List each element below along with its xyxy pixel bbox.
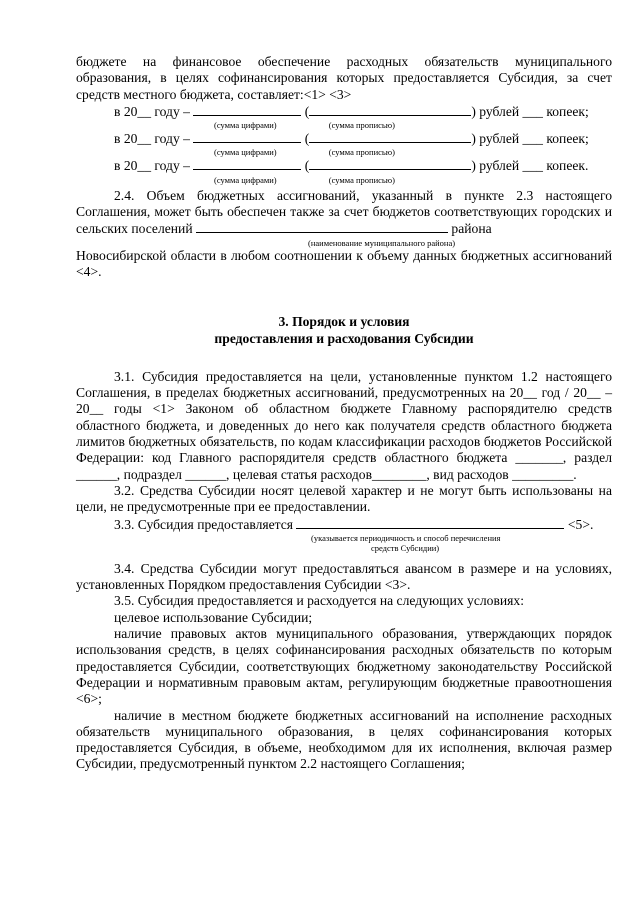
- budget-line-prefix: в 20__ году –: [114, 131, 190, 147]
- amount-digits-blank: [193, 157, 301, 170]
- periodicity-blank: [296, 516, 564, 529]
- caption-district: (наименование муниципального района): [308, 237, 456, 248]
- paragraph-3-3: [76, 516, 612, 533]
- budget-line: в 20__ году – ( ) рублей ___ копеек; (сумма цифрами) (сумма прописью): [114, 131, 589, 158]
- caption-digits: (сумма цифрами): [214, 120, 277, 131]
- amount-words-blank: [309, 130, 471, 143]
- budget-line-suffix: ) рублей ___ копеек;: [471, 103, 589, 119]
- caption-words: (сумма прописью): [328, 120, 395, 131]
- budget-line: в 20__ году – ( ) рублей ___ копеек. (сумма цифрами) (сумма прописью): [114, 158, 589, 185]
- paragraph-3-5: 3.5. Субсидия предоставляется и расходуется на следующих условиях:: [114, 593, 524, 609]
- amount-words-blank: [309, 157, 471, 170]
- caption-words: (сумма прописью): [328, 174, 395, 185]
- section-title-line1: 3. Порядок и условия: [278, 314, 410, 330]
- caption-words: (сумма прописью): [328, 147, 395, 158]
- caption-digits: (сумма цифрами): [214, 174, 277, 185]
- condition-item: наличие в местном бюджете бюджетных ассигнований на исполнение расходных обязательств муниципального образования, в целях софинансирования которых предоставляется Субсидия, в объеме, необходимом для их исполнения, включая размер Субсидии, предусмотренный пунктом 2.2 настоящего Соглашения;: [76, 707, 612, 772]
- caption-digits: (сумма цифрами): [214, 147, 277, 158]
- budget-line: в 20__ году – ( ) рублей ___ копеек; (сумма цифрами) (сумма прописью): [114, 103, 589, 131]
- condition-item: наличие правовых актов муниципального образования, утверждающих порядок использования средств, в целях софинансирования расходных обязательств по которым предоставляется Субсидии, соответствующих бюджетному законодательству Российской Федерации и нормативным правовым актам, регулирующим бюджетные правоотношения <6>;: [76, 626, 612, 707]
- amount-digits-blank: [193, 130, 301, 143]
- paragraph-3-1: 3.1. Субсидия предоставляется на цели, установленные пунктом 1.2 настоящего Соглашения, в пределах бюджетных ассигнований, предусмотренных на 20__ год / 20__ – 20__ годы <1> Законом об областном бюджете Главному распорядителю средств областного бюджета, и доведенных до него как получателя средств областного бюджета лимитов бюджетных обязательств, по кодам классификации расходов бюджетов Российской Федерации: код Главного распорядителя средств областного бюджета _______, раздел ______, подраздел ______, целевая статья расходов________, вид расходов _________.: [76, 368, 612, 482]
- caption-periodicity-2: средств Субсидии): [371, 542, 440, 553]
- document-page: [76, 54, 612, 773]
- budget-line-suffix: ) рублей ___ копеек.: [471, 158, 589, 174]
- budget-line-suffix: ) рублей ___ копеек;: [471, 131, 589, 147]
- amount-words-blank: [309, 103, 471, 116]
- caption-periodicity-1: (указывается периодичность и способ перечисления: [311, 532, 501, 543]
- amount-digits-blank: [193, 103, 301, 116]
- budget-line-prefix: в 20__ году –: [114, 158, 190, 174]
- condition-item: целевое использование Субсидии;: [114, 609, 313, 625]
- budget-line-prefix: в 20__ году –: [114, 103, 190, 119]
- paragraph-3-2: 3.2. Средства Субсидии носят целевой характер и не могут быть использованы на цели, не предусмотренные при ее предоставлении.: [76, 482, 612, 515]
- intro-paragraph: бюджете на финансовое обеспечение расходных обязательств муниципального образования, в целях софинансирования которых предоставляется Субсидия, за счет средств местного бюджета, составляет:<1> <3>: [76, 54, 612, 102]
- district-name-blank: [196, 220, 448, 233]
- section-title-line2: предоставления и расходования Субсидии: [214, 330, 474, 346]
- paragraph-2-4-cont: Новосибирской области в любом соотношении к объему данных бюджетных ассигнований <4>.: [76, 247, 612, 279]
- paragraph-3-3-prefix: 3.3. Субсидия предоставляется: [114, 516, 294, 532]
- paragraph-3-4: 3.4. Средства Субсидии могут предоставляться авансом в размере и на условиях, установленных Порядком предоставления Субсидии <3>.: [76, 560, 612, 593]
- paragraph-2-4: [76, 188, 612, 238]
- district-suffix: района: [451, 221, 492, 237]
- paragraph-2-4-text: 2.4. Объем бюджетных ассигнований, указанный в пункте 2.3 настоящего Соглашения, может быть обеспечен также за счет бюджетов соответствующих городских и сельских поселений: [76, 187, 612, 237]
- paragraph-3-3-suffix: <5>.: [567, 516, 594, 532]
